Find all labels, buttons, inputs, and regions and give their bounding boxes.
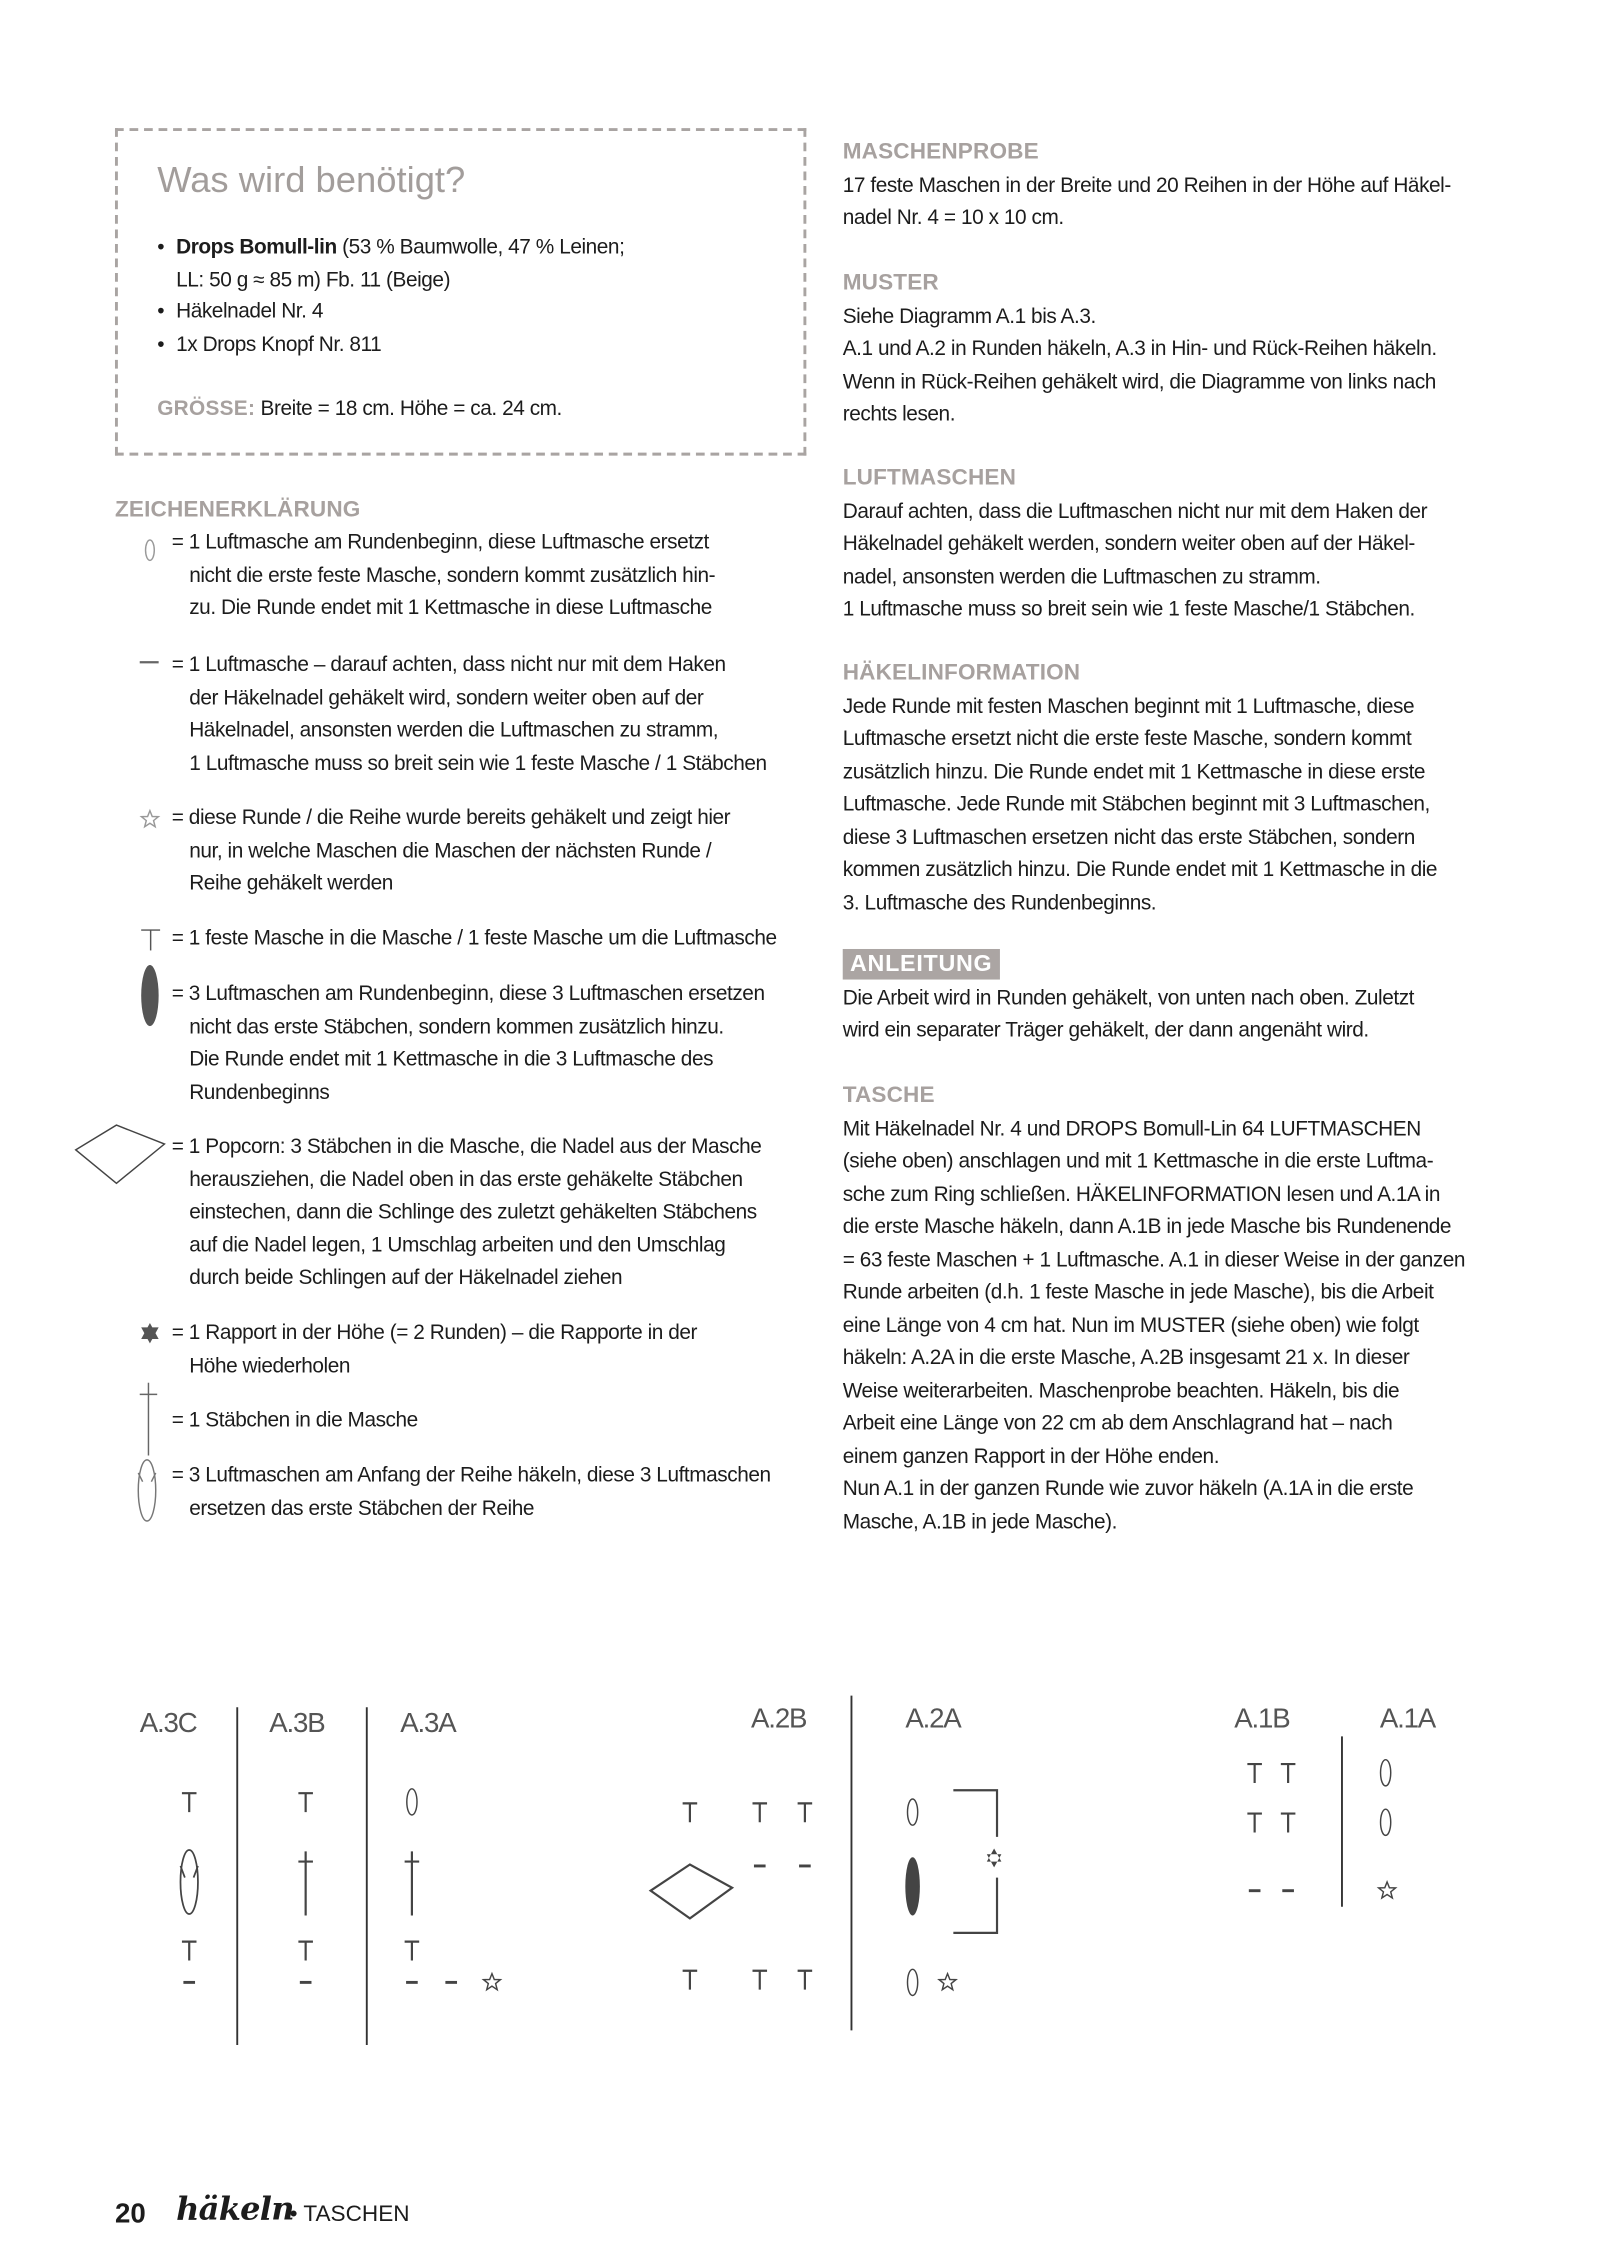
- body-text: Nun A.1 in der ganzen Runde wie zuvor häkeln (A.1A in die erste: [842, 1477, 1414, 1501]
- button-item: 1x Drops Knopf Nr. 811: [176, 333, 382, 357]
- section-häkelinformation: [843, 658, 1437, 920]
- legend-item: [172, 1405, 418, 1438]
- section-anleitung: [843, 949, 1414, 1047]
- chain-start-symbol: [1381, 1809, 1391, 1835]
- legend-text: zu. Die Runde endet mit 1 Kettmasche in diese Luftmasche: [189, 596, 712, 621]
- body-text: Wenn in Rück-Reihen gehäkelt wird, die Diagramme von links nach: [842, 370, 1436, 394]
- single-crochet-symbol: [1281, 1764, 1296, 1783]
- filled-star-icon: [141, 1323, 158, 1343]
- legend-text: auf die Nadel legen, 1 Umschlag arbeiten und den Umschlag: [189, 1233, 726, 1257]
- single-crochet-symbol: [1247, 1814, 1262, 1833]
- chain-start-symbol: [1381, 1760, 1391, 1786]
- single-crochet-symbol: [798, 1803, 813, 1822]
- body-text: diese 3 Luftmaschen ersetzen nicht das erste Stäbchen, sondern: [842, 825, 1415, 850]
- legend-item: [172, 1317, 697, 1382]
- legend-item: [172, 923, 777, 956]
- double-crochet-symbol: [405, 1851, 420, 1915]
- legend-text: = 3 Luftmaschen am Rundenbeginn, diese 3 Luftmaschen ersetzen: [171, 982, 765, 1006]
- legend-text: Reihe gehäkelt werden: [189, 871, 393, 896]
- body-text: einem ganzen Rapport in der Höhe enden.: [842, 1444, 1220, 1468]
- legend-text: = diese Runde / die Reihe wurde bereits gehäkelt und zeigt hier: [171, 806, 731, 830]
- legend-text: = 1 Popcorn: 3 Stäbchen in die Masche, die Nadel aus der Masche: [171, 1135, 762, 1159]
- legend-text: herausziehen, die Nadel oben in das erste gehäkelte Stäbchen: [189, 1168, 743, 1192]
- legend-text: Höhe wiederholen: [189, 1354, 350, 1378]
- body-text: = 63 feste Maschen + 1 Luftmasche. A.1 in dieser Weise in der ganzen: [842, 1248, 1466, 1272]
- diagram-label-a2b: A.2B: [751, 1702, 807, 1734]
- size-value: Breite = 18 cm. Höhe = ca. 24 cm.: [255, 397, 562, 421]
- section-muster: [843, 268, 1437, 432]
- legend-text: = 1 Rapport in der Höhe (= 2 Runden) – die Rapporte in der: [171, 1321, 698, 1345]
- single-crochet-symbol: [298, 1793, 313, 1812]
- single-crochet-symbol: [1247, 1764, 1262, 1783]
- diagram-label-a3c: A.3C: [139, 1707, 197, 1739]
- materials-item: • Häkelnadel Nr. 4: [157, 299, 323, 324]
- legend-text: durch beide Schlingen auf der Häkelnadel ziehen: [189, 1266, 623, 1290]
- section-heading: TASCHE: [842, 1082, 935, 1108]
- legend-text: einstechen, dann die Schlinge des zuletzt gehäkelten Stäbchens: [189, 1200, 757, 1225]
- section-heading: MASCHENPROBE: [842, 139, 1039, 165]
- body-text: Mit Häkelnadel Nr. 4 und DROPS Bomull-Lin 64 LUFTMASCHEN: [842, 1117, 1421, 1141]
- chain-stitch-start-icon: [146, 540, 155, 560]
- star-symbol: [939, 1974, 956, 1990]
- body-text: häkeln: A.2A in die erste Masche, A.2B insgesamt 21 x. In dieser: [842, 1346, 1410, 1370]
- legend-heading: ZEICHENERKLÄRUNG: [114, 497, 361, 523]
- body-text: die erste Masche häkeln, dann A.1B in jede Masche bis Rundenende: [842, 1215, 1452, 1239]
- double-crochet-symbol: [298, 1851, 313, 1915]
- magazine-logo: häkeln: [176, 2190, 294, 2229]
- section-heading: ANLEITUNG: [843, 949, 1414, 982]
- star-symbol: [1379, 1882, 1396, 1898]
- single-crochet-symbol: [798, 1971, 813, 1990]
- body-text: A.1 und A.2 in Runden häkeln, A.3 in Hin- und Rück-Reihen häkeln.: [842, 337, 1437, 361]
- star-symbol: [484, 1974, 501, 1990]
- outline-star-icon: [141, 811, 158, 827]
- materials-title: Was wird benötigt?: [157, 160, 466, 201]
- legend-item: [172, 649, 767, 780]
- section-name: • TASCHEN: [289, 2202, 410, 2227]
- legend-text: Rundenbeginns: [189, 1080, 330, 1104]
- yarn-details-cont: LL: 50 g ≈ 85 m) Fb. 11 (Beige): [176, 268, 451, 292]
- single-crochet-symbol: [752, 1971, 767, 1990]
- single-crochet-symbol: [752, 1803, 767, 1822]
- body-text: 1 Luftmasche muss so breit sein wie 1 feste Masche/1 Stäbchen.: [842, 598, 1415, 622]
- body-text: Jede Runde mit festen Maschen beginnt mit 1 Luftmasche, diese: [842, 695, 1415, 719]
- size-label: GRÖSSE:: [157, 397, 256, 421]
- body-text: eine Länge von 4 cm hat. Nun im MUSTER (siehe oben) wie folgt: [842, 1313, 1419, 1337]
- yarn-name: Drops Bomull-lin: [176, 235, 337, 260]
- legend-text: nicht das erste Stäbchen, sondern kommen zusätzlich hinzu.: [189, 1015, 724, 1039]
- body-text: Siehe Diagramm A.1 bis A.3.: [842, 304, 1096, 329]
- double-crochet-icon: [140, 1383, 157, 1456]
- legend-text: Häkelnadel, ansonsten werden die Luftmaschen zu stramm,: [189, 719, 719, 743]
- materials-item: • 1x Drops Knopf Nr. 811: [157, 333, 382, 357]
- diagram-label-a1b: A.1B: [1234, 1702, 1290, 1734]
- filled-oval-icon: [141, 965, 158, 1026]
- single-crochet-symbol: [298, 1942, 313, 1961]
- repeat-star-symbol: [987, 1848, 1002, 1867]
- popcorn-symbol: [651, 1864, 733, 1918]
- chain-start-symbol: [407, 1789, 417, 1815]
- body-text: Darauf achten, dass die Luftmaschen nicht nur mit dem Haken der: [842, 499, 1428, 524]
- diagram-label-a3b: A.3B: [269, 1707, 325, 1739]
- repeat-bracket: [953, 1790, 997, 1933]
- single-crochet-icon: [141, 930, 160, 950]
- body-text: Runde arbeiten (d.h. 1 feste Masche in jede Masche), bis die Arbeit: [842, 1280, 1434, 1305]
- diagram-label-a3a: A.3A: [400, 1707, 456, 1739]
- section-maschenprobe: [843, 137, 1451, 235]
- body-text: Luftmasche ersetzt nicht die erste feste Masche, sondern kommt: [842, 727, 1412, 752]
- single-crochet-symbol: [182, 1942, 197, 1961]
- legend-text: Die Runde endet mit 1 Kettmasche in die 3 Luftmasche des: [189, 1047, 714, 1072]
- body-text: wird ein separater Träger gehäkelt, der dann angenäht wird.: [842, 1018, 1369, 1043]
- body-text: Luftmasche. Jede Runde mit Stäbchen beginnt mit 3 Luftmaschen,: [842, 793, 1430, 817]
- body-text: Masche, A.1B in jede Masche).: [842, 1510, 1117, 1534]
- single-crochet-symbol: [1281, 1814, 1296, 1833]
- legend-item: [172, 978, 765, 1109]
- legend-text: = 1 Luftmasche – darauf achten, dass nicht nur mit dem Haken: [171, 653, 726, 677]
- body-text: zusätzlich hinzu. Die Runde endet mit 1 Kettmasche in diese erste: [842, 760, 1426, 784]
- body-text: 3. Luftmasche des Rundenbeginns.: [842, 891, 1157, 915]
- legend-text: nicht die erste feste Masche, sondern kommt zusätzlich hin-: [189, 564, 716, 588]
- section-heading: LUFTMASCHEN: [842, 465, 1017, 491]
- legend-text: = 1 Luftmasche am Rundenbeginn, diese Luftmasche ersetzt: [171, 531, 709, 555]
- body-text: kommen zusätzlich hinzu. Die Runde endet mit 1 Kettmasche in die: [842, 858, 1438, 883]
- legend-item: [172, 802, 730, 900]
- legend-text: der Häkelnadel gehäkelt wird, sondern weiter oben auf der: [189, 686, 704, 710]
- body-text: Die Arbeit wird in Runden gehäkelt, von unten nach oben. Zuletzt: [842, 986, 1415, 1010]
- diagram-label-a2a: A.2A: [905, 1702, 961, 1734]
- legend-text: ersetzen das erste Stäbchen der Reihe: [189, 1496, 534, 1521]
- section-tasche: [843, 1080, 1465, 1538]
- turning-chain-arrow: [180, 1866, 197, 1878]
- body-text: 17 feste Maschen in der Breite und 20 Reihen in der Höhe auf Häkel-: [842, 173, 1451, 198]
- section-heading: HÄKELINFORMATION: [842, 660, 1081, 686]
- materials-item: [157, 231, 624, 296]
- body-text: rechts lesen.: [842, 403, 956, 427]
- turning-chain-symbol: [180, 1850, 197, 1914]
- body-text: nadel, ansonsten werden die Luftmaschen zu stramm.: [842, 565, 1321, 589]
- chain-start-symbol: [908, 1969, 918, 1995]
- turning-chain-icon: [138, 1460, 155, 1521]
- legend-item: [172, 1460, 771, 1525]
- body-text: sche zum Ring schließen. HÄKELINFORMATION lesen und A.1A in: [842, 1182, 1440, 1206]
- body-text: Arbeit eine Länge von 22 cm ab dem Anschlagrand hat – nach: [842, 1411, 1393, 1436]
- legend-item: [172, 527, 715, 625]
- chain-start-symbol: [908, 1799, 918, 1825]
- body-text: nadel Nr. 4 = 10 x 10 cm.: [842, 206, 1064, 230]
- single-crochet-symbol: [182, 1793, 197, 1812]
- section-heading: MUSTER: [842, 270, 939, 296]
- bullet: •: [157, 235, 165, 260]
- yarn-details: (53 % Baumwolle, 47 % Leinen;: [336, 235, 625, 260]
- legend-text: = 1 Stäbchen in die Masche: [171, 1408, 418, 1433]
- diagram-label-a1a: A.1A: [1379, 1702, 1436, 1734]
- legend-text: 1 Luftmasche muss so breit sein wie 1 feste Masche / 1 Stäbchen: [189, 751, 767, 776]
- legend-text: nur, in welche Maschen die Maschen der nächsten Runde /: [189, 839, 712, 863]
- body-text: (siehe oben) anschlagen und mit 1 Kettmasche in die erste Luftma-: [842, 1149, 1434, 1174]
- single-crochet-symbol: [405, 1942, 420, 1961]
- legend-item: [172, 1131, 762, 1295]
- filled-oval-symbol: [905, 1857, 920, 1915]
- single-crochet-symbol: [683, 1803, 698, 1822]
- section-luftmaschen: [843, 463, 1427, 627]
- popcorn-diamond-icon: [76, 1125, 165, 1183]
- body-text: Häkelnadel gehäkelt werden, sondern weiter oben auf der Häkel-: [842, 532, 1415, 557]
- single-crochet-symbol: [683, 1971, 698, 1990]
- legend-text: = 3 Luftmaschen am Anfang der Reihe häkeln, diese 3 Luftmaschen: [171, 1464, 771, 1488]
- size-line: [157, 393, 562, 426]
- body-text: Weise weiterarbeiten. Maschenprobe beachten. Häkeln, bis die: [842, 1379, 1400, 1403]
- legend-text: = 1 feste Masche in die Masche / 1 feste Masche um die Luftmasche: [171, 927, 777, 951]
- hook-item: Häkelnadel Nr. 4: [176, 299, 323, 324]
- page-number: 20: [114, 2199, 146, 2230]
- diagram-symbols: [180, 1760, 1395, 1996]
